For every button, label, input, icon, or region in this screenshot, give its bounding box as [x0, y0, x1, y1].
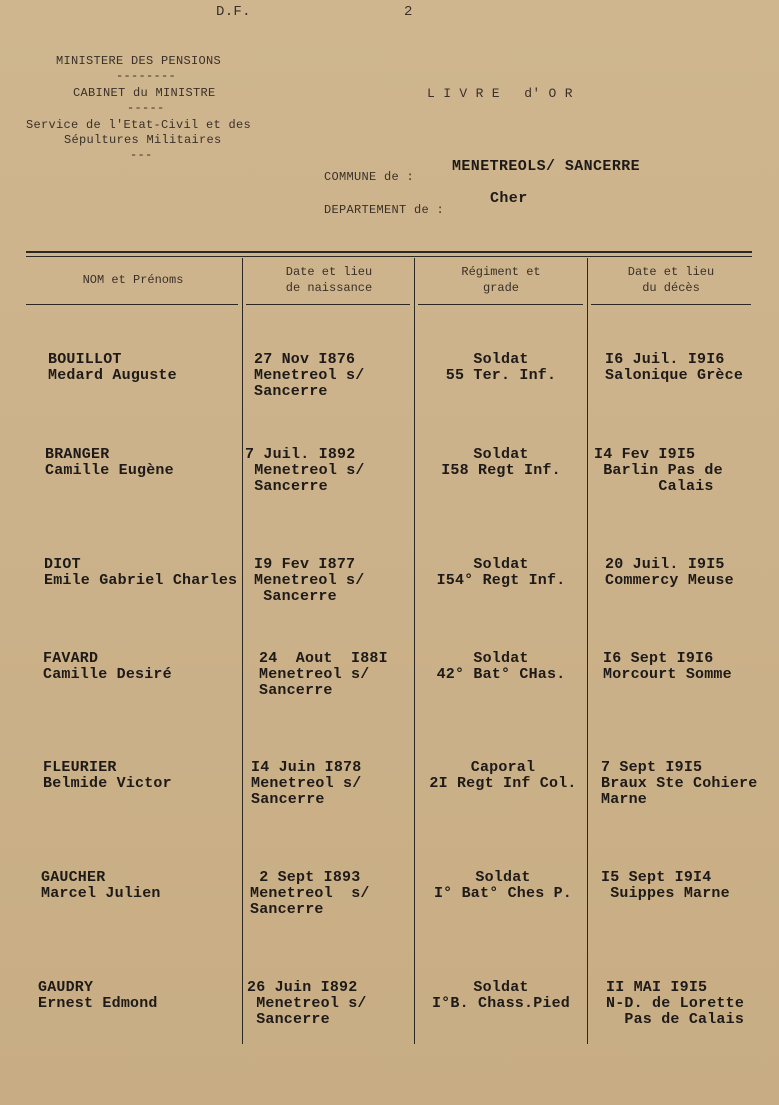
- header-underline: [591, 304, 751, 305]
- table-cell-death: I4 Fev I9I5 Barlin Pas de Calais: [594, 446, 723, 495]
- table-cell-name: DIOT Emile Gabriel Charles: [44, 556, 238, 589]
- table-cell-birth: I4 Juin I878 Menetreol s/ Sancerre: [251, 759, 362, 808]
- departement-value: Cher: [490, 190, 528, 207]
- table-cell-name: BOUILLOT Medard Auguste: [48, 351, 177, 384]
- page-number: 2: [404, 4, 413, 20]
- table-cell-regiment: Soldat I°B. Chass.Pied: [431, 979, 571, 1012]
- service-line-1: Service de l'Etat-Civil et des: [26, 118, 252, 132]
- table-cell-name: GAUCHER Marcel Julien: [41, 869, 161, 902]
- table-cell-birth: 26 Juin I892 Menetreol s/ Sancerre: [247, 979, 367, 1028]
- table-cell-death: II MAI I9I5 N-D. de Lorette Pas de Calais: [606, 979, 745, 1028]
- cabinet-name: CABINET du MINISTRE: [73, 86, 216, 100]
- commune-label: COMMUNE de :: [324, 170, 415, 184]
- table-cell-name: BRANGER Camille Eugène: [45, 446, 174, 479]
- header-underline: [26, 304, 238, 305]
- table-cell-name: GAUDRY Ernest Edmond: [38, 979, 158, 1012]
- table-cell-birth: 7 Juil. I892 Menetreol s/ Sancerre: [245, 446, 365, 495]
- book-title: L I V R E d' O R: [427, 86, 573, 101]
- commune-value: MENETREOLS/ SANCERRE: [452, 158, 641, 175]
- column-header-birth: Date et lieu de naissance: [285, 265, 373, 295]
- column-header-regiment: Régiment et grade: [461, 265, 541, 295]
- header-underline: [246, 304, 410, 305]
- table-cell-regiment: Soldat I54° Regt Inf.: [436, 556, 566, 589]
- table-cell-regiment: Soldat 55 Ter. Inf.: [445, 351, 557, 384]
- table-cell-name: FAVARD Camille Desiré: [43, 650, 172, 683]
- table-cell-birth: I9 Fev I877 Menetreol s/ Sancerre: [254, 556, 365, 605]
- document-code: D.F.: [216, 4, 251, 20]
- table-cell-birth: 2 Sept I893 Menetreol s/ Sancerre: [250, 869, 370, 918]
- table-cell-regiment: Soldat 42° Bat° CHas.: [436, 650, 566, 683]
- service-line-2: Sépultures Militaires: [64, 133, 222, 147]
- table-cell-birth: 27 Nov I876 Menetreol s/ Sancerre: [254, 351, 365, 400]
- ministry-name: MINISTERE DES PENSIONS: [56, 54, 222, 68]
- column-divider: [587, 258, 588, 1044]
- table-cell-regiment: Caporal 2I Regt Inf Col.: [429, 759, 577, 792]
- table-cell-death: I6 Juil. I9I6 Salonique Grèce: [605, 351, 744, 384]
- separator: -----: [127, 101, 165, 115]
- table-cell-death: 20 Juil. I9I5 Commercy Meuse: [605, 556, 734, 589]
- column-divider: [242, 258, 243, 1044]
- header-underline: [418, 304, 583, 305]
- table-top-rule: [26, 251, 752, 253]
- table-cell-regiment: Soldat I58 Regt Inf.: [441, 446, 561, 479]
- table-top-rule-2: [26, 256, 752, 257]
- column-header-name: NOM et Prénoms: [82, 273, 184, 287]
- table-cell-name: FLEURIER Belmide Victor: [43, 759, 172, 792]
- table-cell-death: 7 Sept I9I5 Braux Ste Cohiere Marne: [601, 759, 758, 808]
- departement-label: DEPARTEMENT de :: [324, 203, 445, 217]
- column-header-death: Date et lieu du décès: [627, 265, 715, 295]
- table-cell-death: I5 Sept I9I4 Suippes Marne: [601, 869, 730, 902]
- separator: --------: [116, 69, 177, 83]
- table-cell-death: I6 Sept I9I6 Morcourt Somme: [603, 650, 732, 683]
- separator: ---: [130, 148, 153, 162]
- table-cell-birth: 24 Aout I88I Menetreol s/ Sancerre: [259, 650, 388, 699]
- table-cell-regiment: Soldat I° Bat° Ches P.: [433, 869, 573, 902]
- column-divider: [414, 258, 415, 1044]
